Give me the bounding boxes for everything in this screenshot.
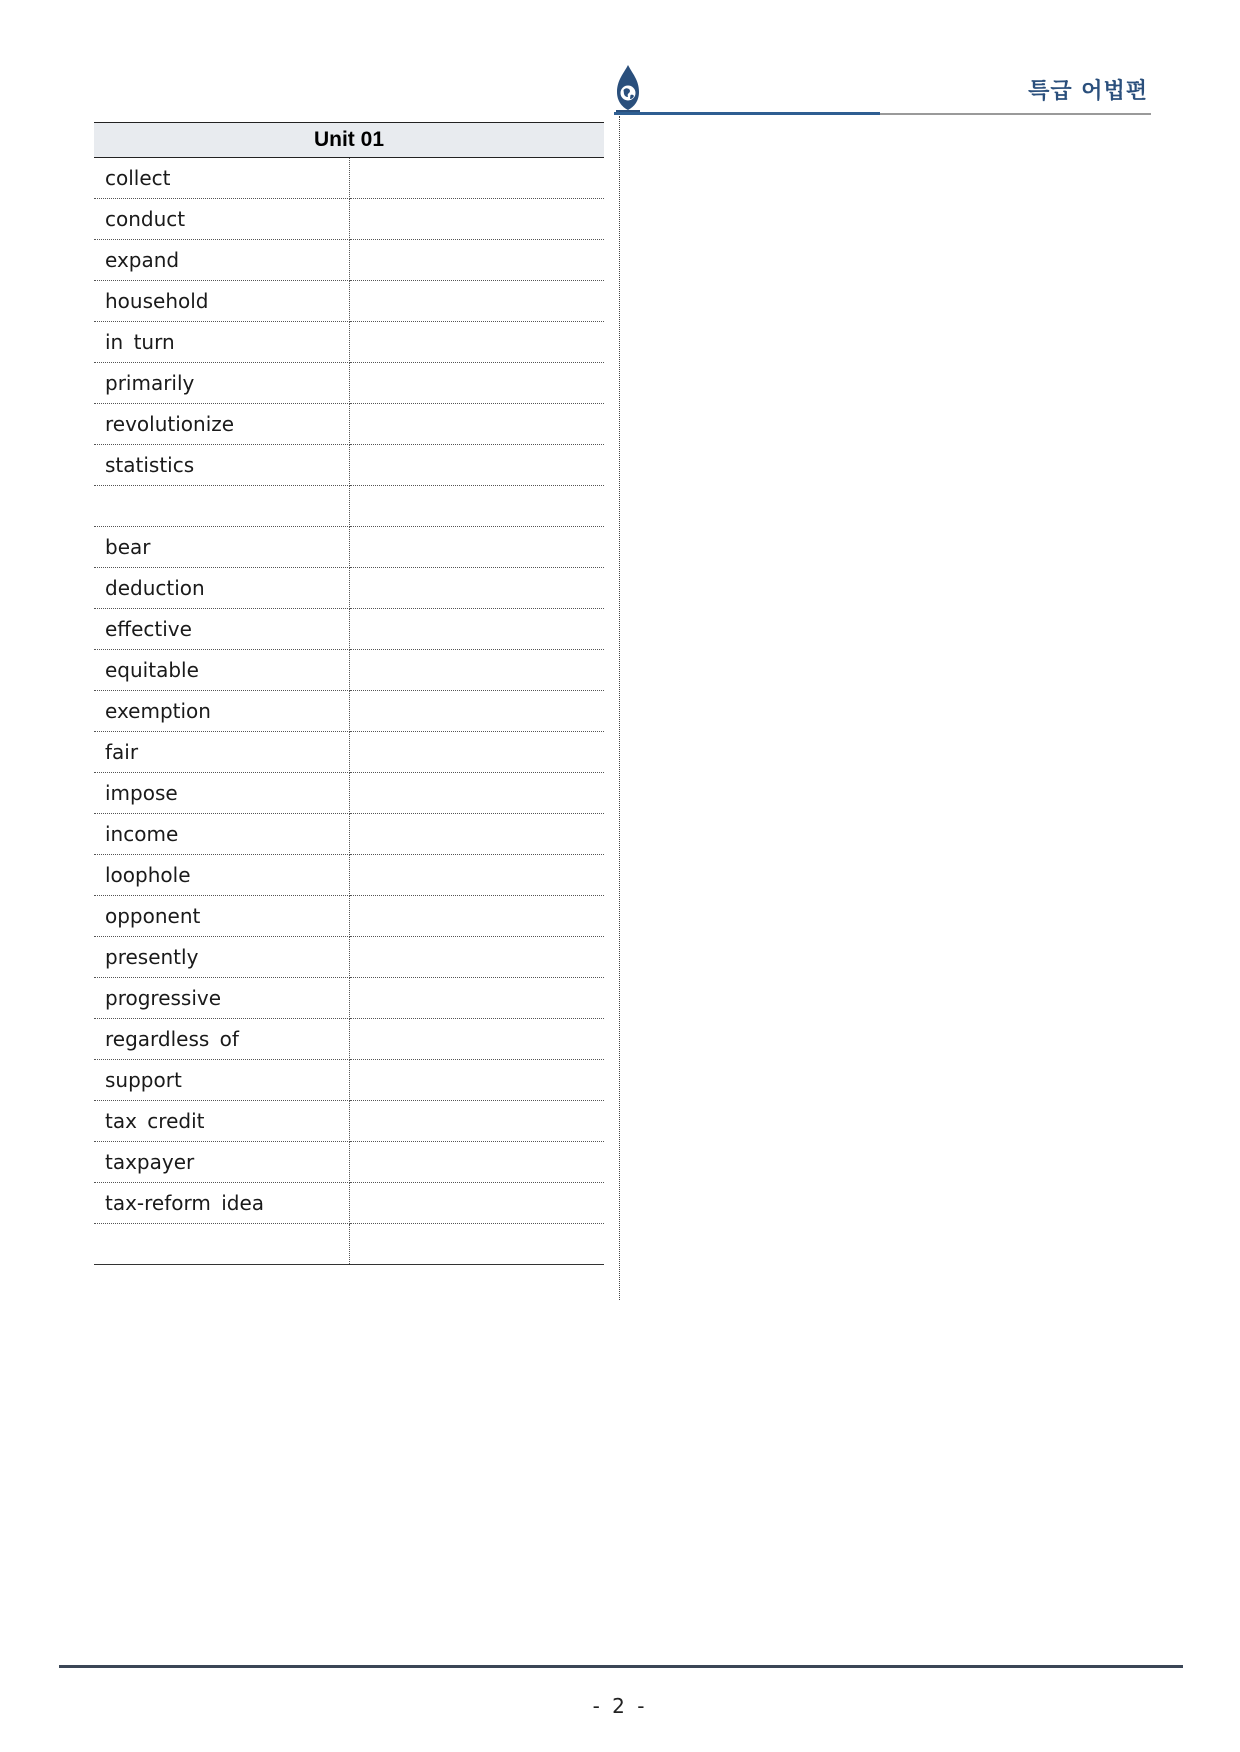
vocab-table bbox=[94, 122, 604, 1265]
vocab-word: equitable bbox=[94, 650, 349, 691]
vocab-row bbox=[94, 568, 604, 609]
vocab-word: deduction bbox=[94, 568, 349, 609]
vocab-row bbox=[94, 814, 604, 855]
vocab-meaning-blank bbox=[349, 691, 604, 732]
vocab-word: opponent bbox=[94, 896, 349, 937]
vocab-meaning-blank bbox=[349, 363, 604, 404]
vocab-meaning-blank bbox=[349, 814, 604, 855]
vocab-word: presently bbox=[94, 937, 349, 978]
vocab-word: regardless of bbox=[94, 1019, 349, 1060]
vocab-row bbox=[94, 937, 604, 978]
column-divider bbox=[619, 116, 620, 1300]
vocab-row bbox=[94, 240, 604, 281]
vocab-meaning-blank bbox=[349, 1060, 604, 1101]
vocab-row bbox=[94, 527, 604, 568]
vocab-word: taxpayer bbox=[94, 1142, 349, 1183]
vocab-word: primarily bbox=[94, 363, 349, 404]
vocab-meaning-blank bbox=[349, 1019, 604, 1060]
vocab-meaning-blank bbox=[349, 937, 604, 978]
vocab-word: in turn bbox=[94, 322, 349, 363]
vocab-row bbox=[94, 978, 604, 1019]
vocab-word: effective bbox=[94, 609, 349, 650]
vocab-meaning-blank bbox=[349, 773, 604, 814]
vocab-meaning-blank bbox=[349, 1224, 604, 1265]
vocab-word: bear bbox=[94, 527, 349, 568]
vocab-meaning-blank bbox=[349, 732, 604, 773]
vocab-row bbox=[94, 855, 604, 896]
vocab-table-header-row bbox=[94, 123, 604, 158]
vocab-table-body bbox=[94, 158, 604, 1265]
vocab-meaning-blank bbox=[349, 404, 604, 445]
vocab-row bbox=[94, 158, 604, 199]
vocab-meaning-blank bbox=[349, 568, 604, 609]
page-number: - 2 - bbox=[592, 1694, 648, 1718]
vocab-row bbox=[94, 1183, 604, 1224]
vocab-meaning-blank bbox=[349, 445, 604, 486]
vocab-row bbox=[94, 609, 604, 650]
vocab-meaning-blank bbox=[349, 609, 604, 650]
vocab-row bbox=[94, 732, 604, 773]
fountain-pen-globe-icon bbox=[614, 64, 642, 114]
vocab-meaning-blank bbox=[349, 1101, 604, 1142]
vocab-word: revolutionize bbox=[94, 404, 349, 445]
vocab-meaning-blank bbox=[349, 527, 604, 568]
vocab-meaning-blank bbox=[349, 486, 604, 527]
vocab-word: exemption bbox=[94, 691, 349, 732]
vocab-word: tax credit bbox=[94, 1101, 349, 1142]
vocab-row bbox=[94, 773, 604, 814]
book-title: 특급 어법편 bbox=[1028, 79, 1148, 104]
vocab-meaning-blank bbox=[349, 322, 604, 363]
vocab-row bbox=[94, 1060, 604, 1101]
vocab-word: tax-reform idea bbox=[94, 1183, 349, 1224]
vocab-word: conduct bbox=[94, 199, 349, 240]
header-accent-bar bbox=[614, 112, 880, 115]
vocab-meaning-blank bbox=[349, 650, 604, 691]
vocab-word: collect bbox=[94, 158, 349, 199]
vocab-row bbox=[94, 1101, 604, 1142]
vocab-row bbox=[94, 281, 604, 322]
vocab-row bbox=[94, 1019, 604, 1060]
vocab-row bbox=[94, 322, 604, 363]
vocab-meaning-blank bbox=[349, 240, 604, 281]
vocab-row bbox=[94, 650, 604, 691]
vocab-word: fair bbox=[94, 732, 349, 773]
vocab-word: support bbox=[94, 1060, 349, 1101]
vocab-meaning-blank bbox=[349, 199, 604, 240]
vocab-word: household bbox=[94, 281, 349, 322]
vocab-row bbox=[94, 1142, 604, 1183]
vocab-word: expand bbox=[94, 240, 349, 281]
vocab-word: impose bbox=[94, 773, 349, 814]
vocab-row bbox=[94, 404, 604, 445]
vocab-row bbox=[94, 199, 604, 240]
vocab-meaning-blank bbox=[349, 1142, 604, 1183]
vocab-meaning-blank bbox=[349, 855, 604, 896]
vocab-word: statistics bbox=[94, 445, 349, 486]
vocab-row bbox=[94, 363, 604, 404]
unit-title: Unit 01 bbox=[94, 123, 604, 158]
vocab-word: loophole bbox=[94, 855, 349, 896]
vocab-row bbox=[94, 691, 604, 732]
vocab-meaning-blank bbox=[349, 158, 604, 199]
vocab-meaning-blank bbox=[349, 896, 604, 937]
vocab-row bbox=[94, 445, 604, 486]
vocab-word: progressive bbox=[94, 978, 349, 1019]
footer-divider bbox=[59, 1665, 1183, 1668]
vocab-word: income bbox=[94, 814, 349, 855]
vocab-word bbox=[94, 486, 349, 527]
vocab-meaning-blank bbox=[349, 978, 604, 1019]
vocab-row bbox=[94, 486, 604, 527]
vocab-meaning-blank bbox=[349, 281, 604, 322]
vocab-word bbox=[94, 1224, 349, 1265]
vocab-row bbox=[94, 1224, 604, 1265]
vocab-meaning-blank bbox=[349, 1183, 604, 1224]
vocab-row bbox=[94, 896, 604, 937]
